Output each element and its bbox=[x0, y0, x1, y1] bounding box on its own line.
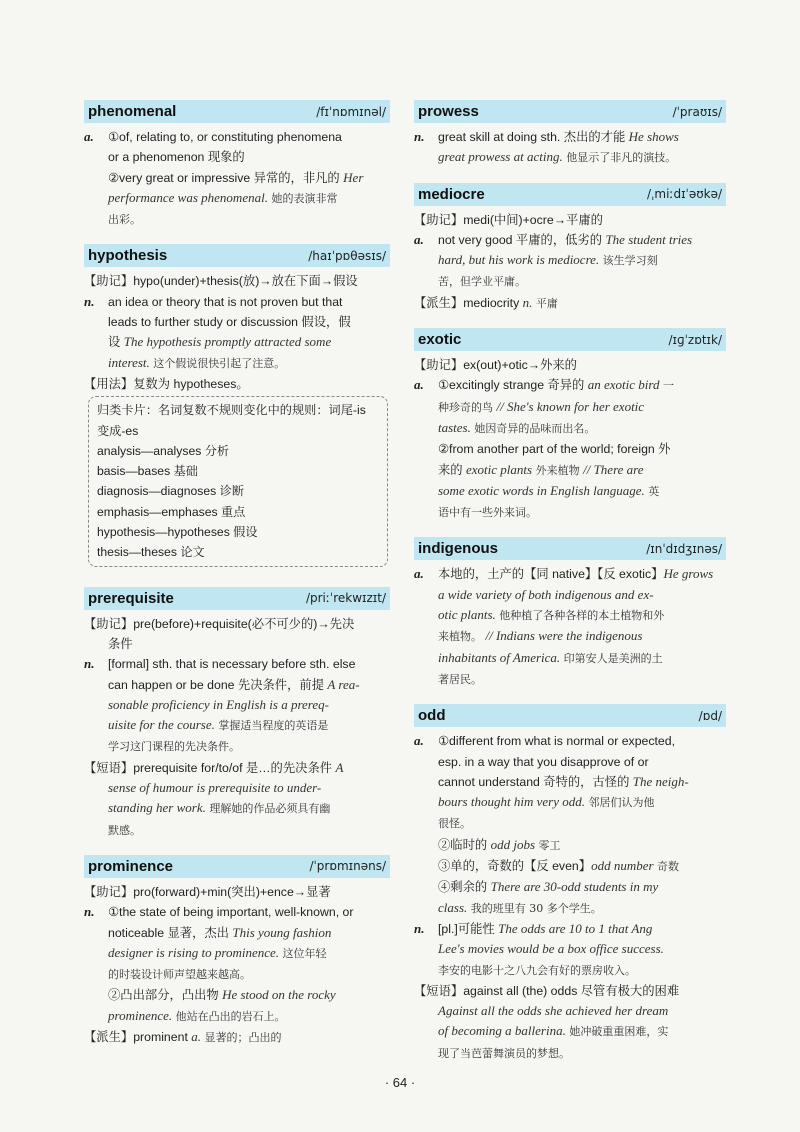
definition-line bbox=[84, 127, 390, 147]
entry-gap bbox=[414, 169, 726, 179]
definition-line bbox=[414, 439, 726, 459]
translation-text: 他种植了各种各样的本土植物和外 bbox=[495, 609, 665, 623]
headword-bar bbox=[84, 855, 390, 878]
translation-text: 奇数 bbox=[653, 860, 680, 874]
headword: prerequisite bbox=[88, 589, 174, 607]
definition-text: ①the state of being important, well-known, or bbox=[108, 905, 354, 920]
definition-line bbox=[414, 877, 726, 897]
phonetic: /fɪˈnɒmɪnəl/ bbox=[316, 104, 386, 119]
definition-text: or a phenomenon 现象的 bbox=[108, 150, 245, 165]
definition-line bbox=[84, 902, 390, 922]
definition-line bbox=[414, 375, 726, 396]
definition-line bbox=[414, 835, 726, 856]
entry-gap bbox=[414, 314, 726, 324]
definition-line bbox=[414, 271, 726, 292]
example-text: a. bbox=[191, 1028, 202, 1044]
definition-line bbox=[414, 481, 726, 502]
definition-line bbox=[414, 898, 726, 919]
example-text: of becoming a ballerina. bbox=[438, 1023, 566, 1039]
definition-line bbox=[84, 292, 390, 312]
definition-line bbox=[84, 271, 390, 291]
definition-text: [pl.]可能性 bbox=[438, 921, 499, 936]
translation-text: 一 bbox=[659, 379, 674, 393]
pos-label: n. bbox=[84, 656, 95, 672]
example-text: otic plants. bbox=[438, 607, 496, 623]
translation-text: 这个假说很快引起了注意。 bbox=[149, 356, 286, 370]
definition-line bbox=[414, 919, 726, 939]
translation-text: 的时装设计师声望越来越高。 bbox=[108, 968, 251, 982]
entry-indigenous bbox=[414, 523, 726, 690]
definition-text: ①of, relating to, or constituting phenomena bbox=[108, 130, 342, 144]
definition-line bbox=[84, 778, 390, 798]
headword: indigenous bbox=[418, 540, 498, 558]
definition-line bbox=[414, 230, 726, 250]
definition-line bbox=[414, 502, 726, 523]
example-text: The hypothesis promptly attracted some bbox=[123, 334, 332, 350]
definition-line bbox=[414, 397, 726, 418]
example-text: odd number bbox=[591, 858, 654, 874]
definition-line bbox=[84, 798, 390, 819]
definition-line bbox=[84, 1006, 390, 1027]
pos-label: n. bbox=[414, 920, 425, 936]
entry-odd bbox=[414, 690, 726, 1064]
definition-line bbox=[414, 1043, 726, 1064]
definition-line bbox=[84, 964, 390, 985]
definition-line bbox=[84, 147, 390, 167]
entry-gap bbox=[84, 230, 390, 240]
pos-label: n. bbox=[414, 129, 425, 144]
definition-line bbox=[414, 564, 726, 584]
example-text: uisite for the course. bbox=[108, 717, 215, 733]
card-line: analysis—analyses 分析 bbox=[97, 443, 230, 458]
translation-text: 平庸 bbox=[532, 296, 558, 310]
definition-line bbox=[84, 923, 390, 943]
phonetic: /haɪˈpɒθəsɪs/ bbox=[308, 248, 386, 263]
example-text: A bbox=[335, 759, 344, 775]
definition-line bbox=[414, 772, 726, 792]
headword-bar bbox=[84, 244, 390, 267]
definition-text: ④剩余的 bbox=[438, 880, 491, 895]
definition-line bbox=[414, 355, 726, 375]
headword: hypothesis bbox=[88, 247, 168, 265]
card-line: emphasis—emphases 重点 bbox=[97, 504, 246, 519]
definition-line bbox=[84, 654, 390, 674]
example-text: class. bbox=[438, 899, 468, 915]
example-text: inhabitants of America. bbox=[438, 649, 561, 665]
definition-line bbox=[84, 168, 390, 188]
headword: odd bbox=[418, 707, 446, 725]
example-text: great prowess at acting. bbox=[438, 149, 563, 165]
headword-bar bbox=[414, 183, 726, 206]
definition-line bbox=[414, 1001, 726, 1021]
definition-text: 【短语】prerequisite for/to/of 是…的先决条件 bbox=[84, 760, 336, 775]
card-line: 变成-es bbox=[97, 423, 139, 438]
translation-text: 她因奇异的品味而出名。 bbox=[470, 421, 596, 435]
example-text: sense of humour is prerequisite to under- bbox=[108, 780, 322, 796]
pos-label: a. bbox=[414, 231, 424, 247]
card-line: basis—bases 基础 bbox=[97, 464, 198, 479]
definition-text: 【助记】pre(before)+requisite(必不可少的)→先决 bbox=[84, 616, 355, 631]
headword-bar bbox=[414, 704, 726, 727]
definition-line bbox=[414, 669, 726, 690]
example-text: tastes. bbox=[438, 419, 471, 435]
card-line: thesis—theses 论文 bbox=[97, 545, 205, 560]
example-text: bours thought him very odd. bbox=[438, 794, 585, 810]
definition-line bbox=[84, 882, 390, 902]
pos-label: a. bbox=[84, 129, 94, 144]
pos-label: a. bbox=[414, 377, 424, 393]
definition-text: 【助记】hypo(under)+thesis(放)→放在下面→假设 bbox=[84, 274, 358, 289]
translation-text: 显著的；凸出的 bbox=[201, 1030, 282, 1044]
definition-text: cannot understand 奇特的，古怪的 bbox=[438, 774, 633, 789]
card-line: 归类卡片：名词复数不规则变化中的规则：词尾-is bbox=[97, 403, 366, 418]
card-line: diagnosis—diagnoses 诊断 bbox=[97, 484, 245, 499]
example-text: interest. bbox=[108, 354, 150, 370]
example-text: // She's known for her exotic bbox=[496, 398, 645, 414]
headword-bar bbox=[414, 100, 726, 123]
definition-line bbox=[414, 418, 726, 439]
entry-hypothesis bbox=[84, 230, 390, 566]
translation-text: 我的班里有 30 多个学生。 bbox=[467, 901, 602, 915]
example-text: Lee's movies would be a box office success. bbox=[438, 941, 664, 957]
example-text: A rea- bbox=[327, 676, 360, 692]
definition-text: an idea or theory that is not proven but that bbox=[108, 294, 343, 309]
entry-gap bbox=[414, 523, 726, 533]
translation-text: 她冲破重重困难，实 bbox=[565, 1025, 669, 1039]
example-text: an exotic bird bbox=[587, 377, 660, 393]
example-text: He grows bbox=[663, 566, 714, 582]
definition-text: 【助记】ex(out)+otic→外来的 bbox=[414, 358, 577, 373]
definition-line bbox=[84, 188, 390, 209]
definition-text: ②from another part of the world; foreign 外 bbox=[438, 442, 671, 457]
definition-line bbox=[414, 460, 726, 481]
definition-text: 【用法】复数为 hypotheses。 bbox=[84, 376, 249, 391]
example-text: Her bbox=[343, 169, 364, 185]
example-text: some exotic words in English language. bbox=[438, 482, 645, 498]
headword-bar bbox=[414, 328, 726, 351]
definition-text: can happen or be done 先决条件，前提 bbox=[108, 677, 328, 692]
translation-text: 出彩。 bbox=[108, 213, 141, 227]
entry-prowess bbox=[414, 100, 726, 169]
example-text: standing her work. bbox=[108, 800, 206, 816]
phonetic: /ˈpraʊɪs/ bbox=[672, 104, 722, 119]
entry-gap bbox=[414, 690, 726, 700]
translation-text: 学习这门课程的先决条件。 bbox=[108, 740, 240, 754]
phonetic: /priːˈrekwɪzɪt/ bbox=[305, 591, 386, 606]
example-text: sonable proficiency in English is a prereq- bbox=[108, 696, 329, 712]
definition-line bbox=[414, 856, 726, 877]
pos-label: a. bbox=[414, 733, 424, 749]
entry-gap bbox=[84, 573, 390, 583]
example-text: a wide variety of both indigenous and ex- bbox=[438, 586, 654, 602]
definition-line bbox=[84, 209, 390, 230]
definition-line bbox=[414, 626, 726, 647]
definition-line bbox=[414, 210, 726, 230]
example-text: This young fashion bbox=[232, 924, 332, 940]
definition-text: 【短语】against all (the) odds 尽管有极大的困难 bbox=[414, 983, 680, 998]
translation-text: 苦，但学业平庸。 bbox=[438, 275, 526, 289]
headword: phenomenal bbox=[88, 103, 177, 120]
definition-text: ②very great or impressive 异常的，非凡的 bbox=[108, 170, 344, 185]
definition-line bbox=[84, 1027, 390, 1048]
definition-text: 条件 bbox=[108, 636, 133, 651]
definition-line bbox=[414, 127, 726, 147]
definition-text: 本地的，土产的【同 native】【反 exotic】 bbox=[438, 567, 664, 582]
definition-line bbox=[414, 792, 726, 813]
definition-line bbox=[414, 1021, 726, 1042]
entry-prominence bbox=[84, 841, 390, 1048]
headword-bar bbox=[84, 587, 390, 610]
translation-text: 种珍奇的鸟 bbox=[438, 400, 497, 414]
translation-text: 英 bbox=[644, 484, 660, 498]
definition-text: great skill at doing sth. 杰出的才能 bbox=[438, 130, 629, 144]
definition-line bbox=[414, 813, 726, 834]
example-text: odd jobs bbox=[490, 836, 536, 852]
example-text: The neigh- bbox=[632, 773, 689, 789]
translation-text: 李安的电影十之八九会有好的票房收入。 bbox=[438, 963, 636, 977]
definition-text: 来的 bbox=[438, 462, 467, 477]
definition-line bbox=[84, 985, 390, 1005]
translation-text: 很怪。 bbox=[438, 817, 471, 831]
translation-text: 默感。 bbox=[108, 823, 141, 837]
phonetic: /ˈprɒmɪnəns/ bbox=[309, 859, 386, 874]
definition-line bbox=[414, 981, 726, 1001]
pos-label: n. bbox=[84, 293, 95, 309]
headword: prominence bbox=[88, 857, 174, 875]
headword: prowess bbox=[418, 103, 479, 120]
entry-prerequisite bbox=[84, 573, 390, 841]
definition-text: ①different from what is normal or expected, bbox=[438, 734, 676, 749]
example-text: prominence. bbox=[108, 1007, 173, 1023]
definition-line bbox=[84, 736, 390, 757]
example-text: Against all the odds she achieved her dream bbox=[438, 1003, 669, 1019]
translation-text: 零工 bbox=[535, 838, 561, 852]
definition-line bbox=[84, 634, 390, 654]
definition-line bbox=[414, 585, 726, 605]
definition-line bbox=[84, 614, 390, 634]
example-text: hard, but his work is mediocre. bbox=[438, 252, 600, 268]
translation-text: 著居民。 bbox=[438, 672, 482, 686]
definition-text: ①excitingly strange 奇异的 bbox=[438, 378, 588, 393]
translation-text: 他站在凸出的岩石上。 bbox=[172, 1009, 286, 1023]
definition-line bbox=[414, 605, 726, 626]
definition-line bbox=[84, 332, 390, 352]
left-column bbox=[84, 96, 390, 1048]
translation-text: 理解她的作品必须具有幽 bbox=[205, 802, 331, 816]
definition-text: not very good 平庸的，低劣的 bbox=[438, 232, 606, 247]
definition-line bbox=[414, 960, 726, 981]
translation-text: 这位年轻 bbox=[279, 946, 327, 960]
translation-text: 印第安人是美洲的土 bbox=[560, 651, 663, 665]
pos-label: a. bbox=[414, 566, 424, 582]
definition-text: 【派生】prominent bbox=[84, 1029, 192, 1044]
classification-card bbox=[88, 396, 388, 566]
definition-line bbox=[84, 758, 390, 778]
definition-line bbox=[414, 250, 726, 271]
example-text: n. bbox=[522, 294, 533, 310]
phonetic: /ɪnˈdɪdʒɪnəs/ bbox=[646, 541, 722, 556]
definition-line bbox=[414, 293, 726, 314]
example-text: He stood on the rocky bbox=[222, 987, 336, 1003]
pos-label: n. bbox=[84, 904, 95, 920]
example-text: // Indians were the indigenous bbox=[485, 628, 643, 644]
translation-text: 掌握适当程度的英语是 bbox=[214, 719, 329, 733]
phonetic: /ˌmiːdɪˈəʊkə/ bbox=[647, 187, 722, 202]
definition-text: 设 bbox=[108, 335, 124, 350]
definition-line bbox=[84, 715, 390, 736]
definition-line bbox=[84, 353, 390, 374]
example-text: There are 30-odd students in my bbox=[490, 879, 659, 895]
translation-text: 现了当芭蕾舞演员的梦想。 bbox=[438, 1046, 570, 1060]
definition-text: 【派生】mediocrity bbox=[414, 295, 523, 310]
definition-line bbox=[84, 675, 390, 695]
translation-text: 该生学习刻 bbox=[599, 254, 658, 268]
example-text: designer is rising to prominence. bbox=[108, 944, 280, 960]
definition-line bbox=[414, 731, 726, 751]
headword-bar bbox=[84, 100, 390, 123]
definition-text: 【助记】pro(forward)+min(突出)+ence→显著 bbox=[84, 884, 331, 899]
headword: exotic bbox=[418, 331, 462, 349]
example-text: performance was phenomenal. bbox=[108, 189, 268, 205]
translation-text: 她的表演非常 bbox=[267, 191, 338, 205]
entry-exotic bbox=[414, 314, 726, 523]
definition-text: esp. in a way that you disapprove of or bbox=[438, 754, 649, 769]
headword: mediocre bbox=[418, 185, 485, 203]
translation-text: 来植物。 bbox=[438, 630, 486, 644]
definition-text: ③单的，奇数的【反 even】 bbox=[438, 859, 592, 874]
entry-gap bbox=[84, 841, 390, 851]
translation-text: 他显示了非凡的演技。 bbox=[562, 151, 677, 165]
card-line: hypothesis—hypotheses 假设 bbox=[97, 525, 258, 540]
definition-text: ②临时的 bbox=[438, 837, 491, 852]
example-text: The odds are 10 to 1 that Ang bbox=[498, 920, 653, 936]
entry-phenomenal bbox=[84, 100, 390, 230]
example-text: He shows bbox=[628, 129, 679, 144]
entry-mediocre bbox=[414, 169, 726, 314]
definition-line bbox=[414, 147, 726, 168]
definition-line bbox=[84, 943, 390, 964]
definition-line bbox=[414, 939, 726, 959]
definition-text: leads to further study or discussion 假设，假 bbox=[108, 315, 351, 330]
definition-line bbox=[414, 648, 726, 669]
definition-line bbox=[84, 312, 390, 332]
page-number: · 64 · bbox=[384, 1075, 416, 1090]
example-text: // There are bbox=[583, 461, 644, 477]
definition-line bbox=[84, 820, 390, 841]
definition-line bbox=[84, 374, 390, 394]
translation-text: 外来植物 bbox=[532, 463, 584, 477]
definition-text: noticeable 显著，杰出 bbox=[108, 925, 233, 940]
translation-text: 语中有一些外来词。 bbox=[438, 506, 537, 520]
headword-bar bbox=[414, 537, 726, 560]
definition-text: [formal] sth. that is necessary before sth. else bbox=[108, 657, 356, 672]
definition-text: ②凸出部分，凸出物 bbox=[108, 988, 223, 1003]
definition-text: 【助记】medi(中间)+ocre→平庸的 bbox=[414, 212, 603, 227]
definition-line bbox=[84, 695, 390, 715]
example-text: The student tries bbox=[605, 231, 693, 247]
translation-text: 邻居们认为他 bbox=[584, 796, 655, 810]
phonetic: /ɒd/ bbox=[698, 708, 722, 723]
right-column bbox=[414, 96, 726, 1064]
example-text: exotic plants bbox=[466, 461, 533, 477]
definition-line bbox=[414, 752, 726, 772]
phonetic: /ɪɡˈzɒtɪk/ bbox=[668, 332, 722, 347]
